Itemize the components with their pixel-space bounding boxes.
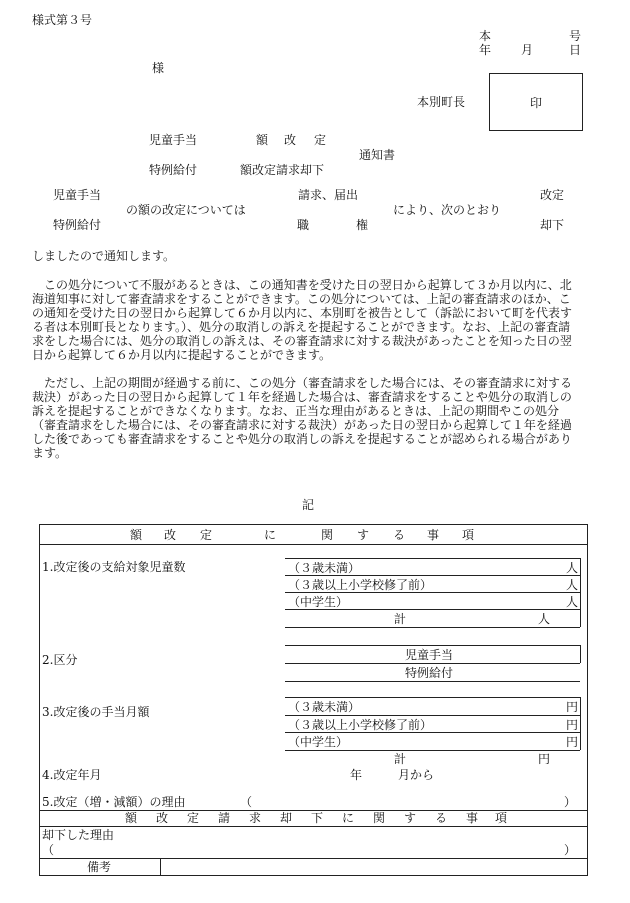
- section2-header-char: に: [342, 811, 355, 825]
- section-header-char: 定: [200, 528, 213, 542]
- body-according: により、次のとおり: [393, 203, 502, 217]
- unit-yen: 円: [566, 700, 579, 714]
- count-junior-high: （中学生）: [288, 595, 349, 609]
- body-ken: 権: [356, 218, 369, 232]
- section-header-char: 項: [462, 528, 475, 542]
- date-day-label: 日: [569, 43, 582, 57]
- notified-sentence: しましたので通知します。: [32, 249, 176, 263]
- count-total-label: 計: [394, 612, 407, 626]
- divider: [285, 627, 580, 628]
- divider: [39, 826, 588, 827]
- row-revision-date-label: 4.改定年月: [42, 768, 102, 782]
- section-header-char: に: [264, 528, 277, 542]
- amount-total-label: 計: [394, 752, 407, 766]
- section2-header-char: 下: [311, 811, 324, 825]
- number-label-hon: 本: [479, 29, 492, 43]
- divider: [580, 697, 581, 750]
- row-children-count-label: 1.改定後の支給対象児童数: [42, 560, 186, 574]
- unit-person: 人: [566, 578, 579, 592]
- divider: [39, 544, 588, 545]
- body-claim: 請求、届出: [298, 188, 359, 202]
- appeal-paragraph-2: ただし、上記の期間が経過する前に、この処分（審査請求をした場合には、その審査請求に対する裁決）があった日の翌日から起算して１年を経過した場合は、審査請求をすることや処分の取消しの訴えを提起することができなくなります。なお、正当な理由があるときは、上記の期間やこの処分（審査請求をした場合には、その審査請求に対する裁決）があった日の翌日から起算して１年を経過した後であっても審査請求をすることや処分の取消しの訴えを提起することが認められる場合があります。: [32, 376, 573, 460]
- divider: [285, 558, 580, 559]
- unit-yen: 円: [566, 735, 579, 749]
- rejection-reason-label: 却下した理由: [42, 828, 115, 842]
- date-year-label: 年: [479, 43, 492, 57]
- title-kai: 改: [284, 133, 297, 147]
- body-about: の額の改定については: [126, 203, 246, 217]
- section2-header-char: 関: [373, 811, 386, 825]
- addressee-honorific: 様: [152, 61, 165, 75]
- amount-3-to-primary: （３歳以上小学校修了前）: [288, 718, 433, 732]
- title-tei: 定: [314, 133, 327, 147]
- paren-open: （: [42, 843, 55, 857]
- section2-header-char: 額: [125, 811, 138, 825]
- category-special-benefit: 特例給付: [405, 666, 454, 680]
- divider: [285, 645, 580, 646]
- paren-close: ）: [564, 795, 577, 809]
- divider: [160, 858, 161, 875]
- section2-header-char: る: [435, 811, 448, 825]
- section2-header-char: 求: [249, 811, 262, 825]
- divider: [285, 575, 580, 576]
- divider: [285, 609, 580, 610]
- body-special: 特例給付: [53, 218, 102, 232]
- seal-mark: 印: [529, 96, 542, 110]
- divider: [285, 592, 580, 593]
- body-revise: 改定: [540, 188, 565, 202]
- ki-heading: 記: [302, 498, 315, 512]
- body-shoku: 職: [297, 218, 310, 232]
- section2-header-char: 定: [187, 811, 200, 825]
- divider: [285, 732, 580, 733]
- section-header-char: る: [393, 528, 406, 542]
- divider: [285, 750, 580, 751]
- divider: [285, 715, 580, 716]
- revision-year-label: 年: [350, 768, 363, 782]
- divider: [285, 697, 580, 698]
- unit-yen: 円: [566, 718, 579, 732]
- unit-yen: 円: [538, 752, 551, 766]
- divider: [580, 645, 581, 663]
- divider: [285, 663, 580, 664]
- amount-junior-high: （中学生）: [288, 735, 349, 749]
- section2-header-char: 事: [466, 811, 479, 825]
- title-gaku: 額: [256, 133, 269, 147]
- section-header-char: す: [357, 528, 370, 542]
- title-rejection: 額改定請求却下: [240, 163, 325, 177]
- row-category-label: 2.区分: [42, 653, 78, 667]
- body-allowance: 児童手当: [53, 188, 102, 202]
- section2-header-char: 改: [156, 811, 169, 825]
- amount-under-3: （３歳未満）: [288, 700, 361, 714]
- section2-header-char: す: [404, 811, 417, 825]
- number-label-gou: 号: [569, 29, 582, 43]
- unit-person: 人: [566, 595, 579, 609]
- paren-open: （: [240, 795, 253, 809]
- row-reason-label: 5.改定（増・減額）の理由: [42, 795, 186, 809]
- title-allowance: 児童手当: [149, 133, 198, 147]
- count-3-to-primary: （３歳以上小学校修了前）: [288, 578, 433, 592]
- date-month-label: 月: [521, 43, 534, 57]
- section-header-char: 額: [130, 528, 143, 542]
- appeal-paragraph-1: この処分について不服があるときは、この通知書を受けた日の翌日から起算して３か月以内に、北海道知事に対して審査請求をすることができます。この処分については、上記の審査請求のほか、この通知を受けた日の翌日から起算して６か月以内に、本別町を被告として（訴訟において町を代表する者は本別町長となります。）、処分の取消しの訴えを提起することができます。なお、上記の審査請求をした場合には、処分の取消しの訴えは、その審査請求に対する裁決があったことを知った日の翌日から起算して６か月以内に提起することができます。: [32, 278, 573, 362]
- section-header-char: 関: [321, 528, 334, 542]
- row-monthly-amount-label: 3.改定後の手当月額: [42, 705, 150, 719]
- seal-box: [489, 73, 583, 131]
- section2-header-char: 請: [218, 811, 231, 825]
- count-under-3: （３歳未満）: [288, 561, 361, 575]
- divider: [39, 858, 588, 859]
- revision-month-label: 月から: [398, 768, 435, 782]
- title-special: 特例給付: [149, 163, 198, 177]
- body-reject: 却下: [540, 218, 565, 232]
- section2-header-char: 却: [280, 811, 293, 825]
- divider: [285, 681, 580, 682]
- section-header-char: 改: [164, 528, 177, 542]
- section-header-char: 事: [427, 528, 440, 542]
- remarks-label: 備考: [87, 860, 112, 874]
- category-child-allowance: 児童手当: [405, 648, 454, 662]
- title-notice: 通知書: [359, 148, 396, 162]
- issuer-name: 本別町長: [417, 95, 466, 109]
- unit-person: 人: [538, 612, 551, 626]
- divider: [580, 558, 581, 627]
- unit-person: 人: [566, 561, 579, 575]
- section2-header-char: 項: [495, 811, 508, 825]
- paren-close: ）: [564, 843, 577, 857]
- form-number: 様式第３号: [32, 13, 93, 27]
